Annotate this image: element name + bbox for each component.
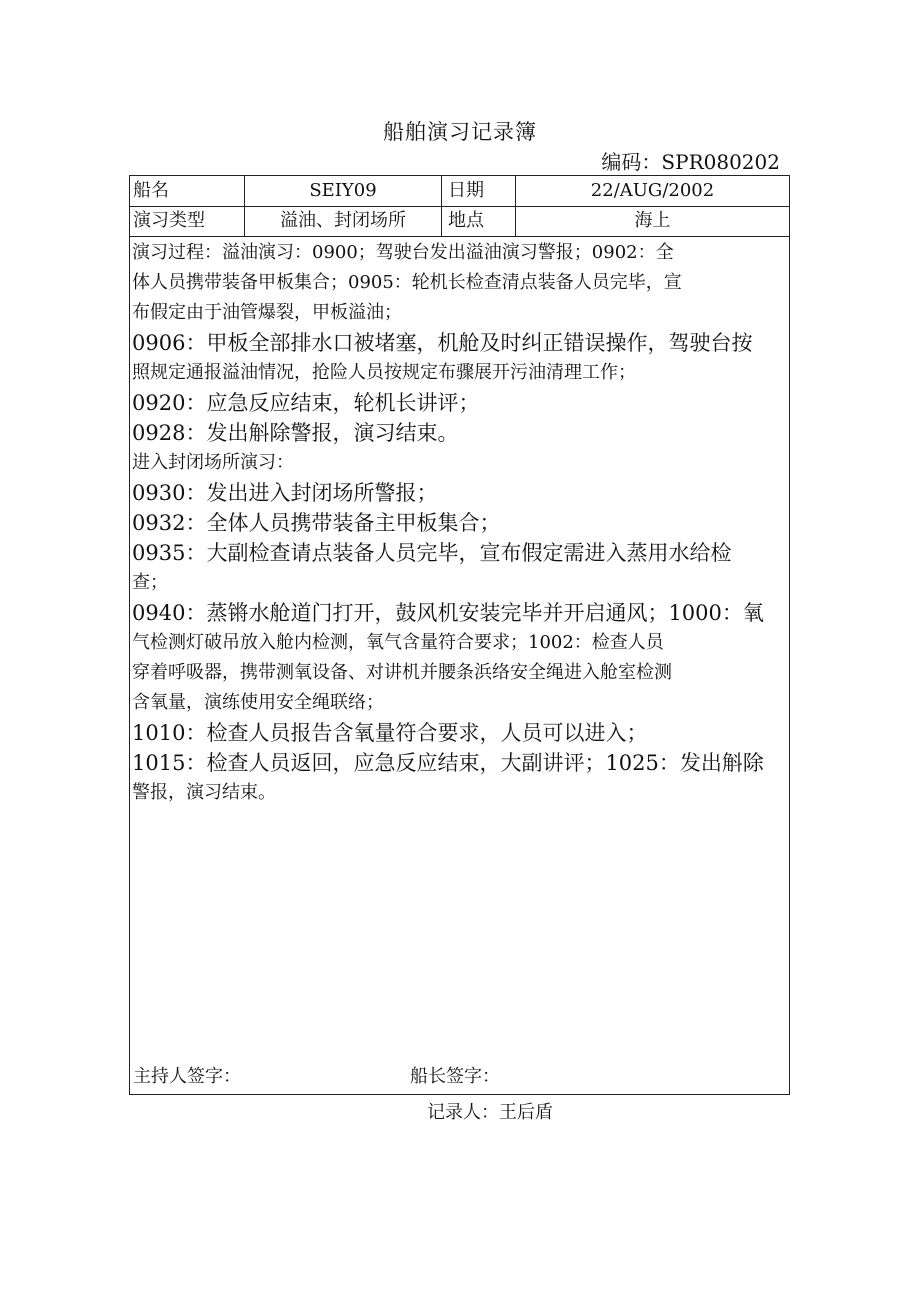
process-line: 照规定通报溢油情况，抢险人员按规定布骤展开污油清理工作； (132, 362, 636, 383)
header-row-ship-date (130, 176, 789, 207)
process-line: 0928：发出斛除警报，演习结束。 (132, 421, 459, 445)
process-line: 0932：全体人员携带装备主甲板集合； (132, 511, 501, 535)
document-code: 编码：SPR080202 (601, 150, 780, 174)
process-line: 含氧量，演练使用安全绳联络； (132, 692, 384, 713)
process-line: 1015：检查人员返回，应急反应结束，大副讲评；1025：发出斛除 (132, 751, 764, 775)
drill-process-text (130, 238, 789, 808)
process-line: 1010：检查人员报告含氧量符合要求，人员可以进入； (132, 721, 648, 745)
ship-name-value: SEIY09 (245, 176, 442, 206)
process-line: 演习过程：溢油演习：0900；驾驶台发出溢油演习警报；0902：全 (132, 242, 674, 263)
process-line: 警报，演习结束。 (132, 782, 276, 803)
process-line: 0930：发出进入封闭场所警报； (132, 481, 438, 505)
drill-type-label: 演习类型 (130, 206, 245, 236)
location-label: 地点 (442, 206, 516, 236)
captain-signature-label: 船长签字： (410, 1066, 500, 1087)
process-line: 0940：蒸锵水舱道门打开，鼓风机安装完毕并开启通风；1000：氧 (132, 601, 764, 625)
process-line: 0920：应急反应结束，轮机长讲评； (132, 391, 480, 415)
host-signature-label: 主持人签字： (133, 1066, 241, 1087)
process-line: 进入封闭场所演习： (132, 452, 294, 473)
date-label: 日期 (442, 176, 516, 206)
location-value: 海上 (634, 210, 671, 231)
drill-record-form (129, 175, 790, 1095)
process-line: 气检测灯破吊放入舱内检测，氧气含量符合要求；1002：检查人员 (132, 632, 664, 653)
process-line: 布假定由于油管爆裂，甲板溢油； (132, 302, 402, 323)
process-line: 0935：大副检查请点装备人员完毕，宣布假定需进入蒸用水给检 (132, 541, 732, 565)
ship-name-label: 船名 (130, 176, 245, 206)
drill-type-value: 溢油、封闭场所 (245, 206, 442, 236)
header-row-type-location (130, 206, 789, 237)
process-line: 体人员携带装备甲板集合；0905：轮机长检查清点装备人员完毕，宣 (132, 272, 682, 293)
process-line: 穿着呼吸器，携带测氧设备、对讲机并腰条浜络安全绳进入舱室检测 (132, 662, 672, 683)
process-line: 查； (132, 572, 168, 593)
process-line: 0906：甲板全部排水口被堵塞，机舱及时纠正错误操作，驾驶台按 (132, 331, 753, 355)
recorder-name: 记录人：王后盾 (427, 1102, 553, 1123)
date-value: 22/AUG/2002 (590, 180, 715, 201)
signature-row (133, 1062, 783, 1092)
document-title: 船舶演习记录簿 (383, 120, 537, 144)
